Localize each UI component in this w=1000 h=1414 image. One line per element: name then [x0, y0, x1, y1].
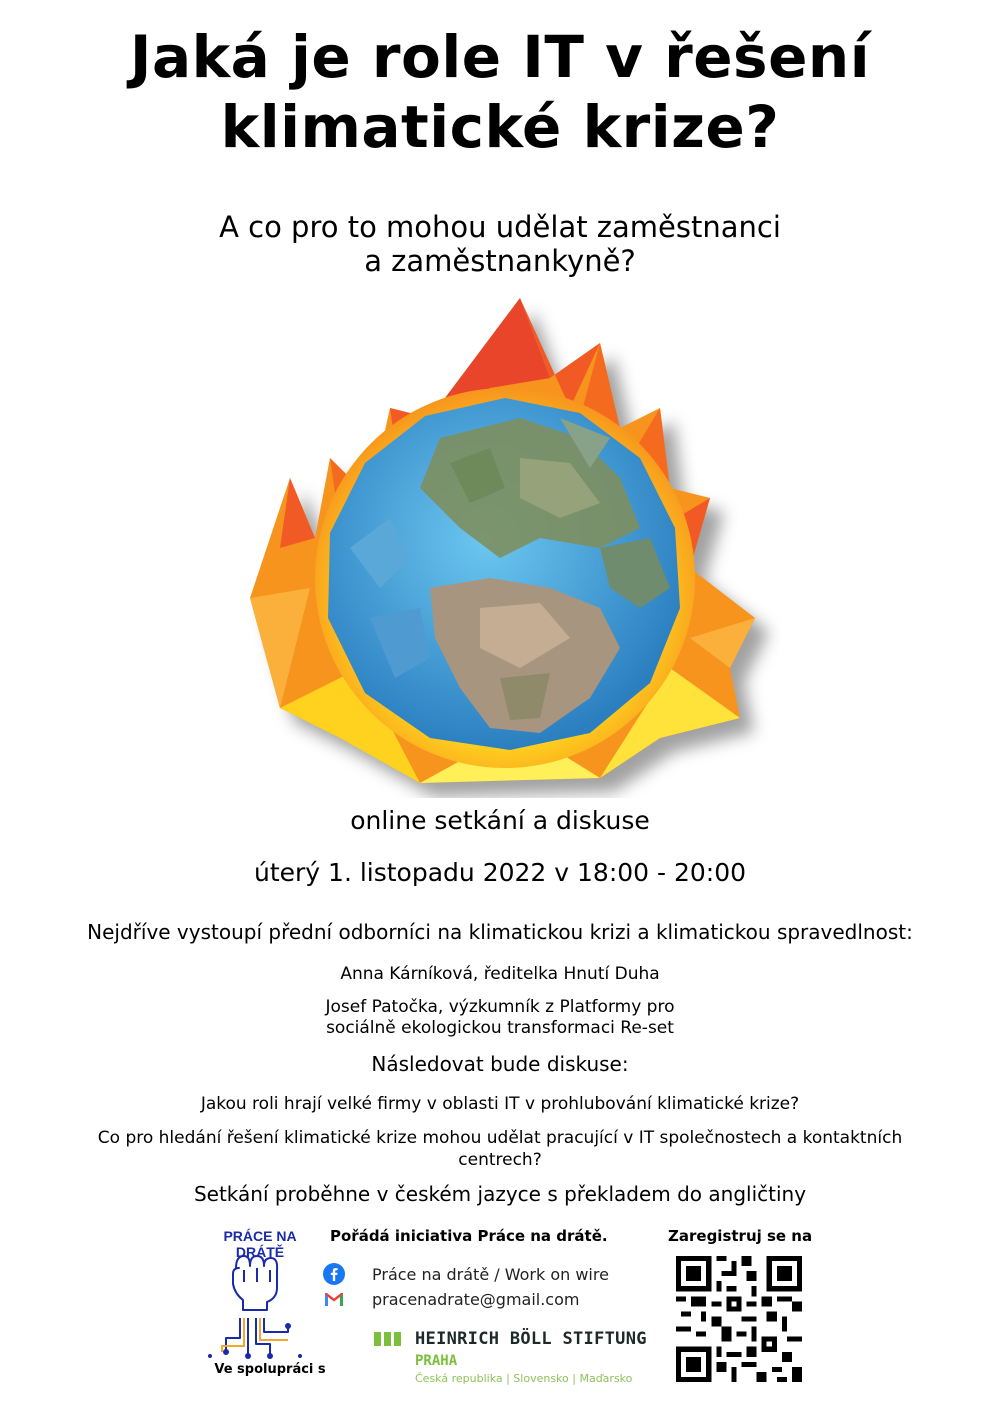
event-date: úterý 1. listopadu 2022 v 18:00 - 20:00: [253, 858, 747, 887]
speaker-2-line-2: sociálně ekologickou transformaci Re-set: [326, 1018, 674, 1038]
organizer-logo-title: PRÁCE NA DRÁTĚ: [223, 1228, 297, 1260]
speaker-1: Anna Kárníková, ředitelka Hnutí Duha: [340, 964, 660, 984]
cooperation-label: Ve spolupráci s: [214, 1362, 326, 1377]
partner-countries: Česká republika | Slovensko | Maďarsko: [415, 1372, 633, 1385]
email-contact[interactable]: [322, 1287, 579, 1311]
page-subtitle: [0, 210, 1000, 278]
organizer-text: Pořádá iniciativa Práce na drátě.: [330, 1227, 608, 1245]
partner-name: HEINRICH BÖLL STIFTUNG: [415, 1329, 647, 1349]
register-label: Zaregistruj se na: [668, 1227, 813, 1245]
facebook-icon: [322, 1262, 346, 1286]
burning-earth-illustration: [220, 288, 780, 798]
facebook-text: Práce na drátě / Work on wire: [372, 1264, 609, 1284]
title-line-1: Jaká je role IT v řešení: [129, 23, 871, 91]
question-2-line-2: centrech?: [458, 1150, 542, 1170]
title-line-2: klimatické krize?: [220, 93, 780, 161]
speaker-2-line-1: Josef Patočka, výzkumník z Platformy pro: [325, 997, 675, 1017]
email-text: pracenadrate@gmail.com: [372, 1289, 580, 1309]
event-type: online setkání a diskuse: [350, 806, 650, 835]
qr-code[interactable]: [676, 1256, 802, 1382]
language-note: Setkání proběhne v českém jazyce s překladem do angličtiny: [193, 1182, 807, 1206]
discussion-heading: Následovat bude diskuse:: [371, 1052, 629, 1076]
question-1: Jakou roli hrají velké firmy v oblasti IT v prohlubování klimatické krize?: [200, 1094, 800, 1114]
hbs-logo-bars: [374, 1332, 408, 1346]
question-2-line-1: Co pro hledání řešení klimatické krize mohou udělat pracující v IT společnostech a kontaktních: [97, 1128, 903, 1148]
facebook-contact[interactable]: [322, 1262, 609, 1286]
gmail-icon: [322, 1287, 346, 1311]
fist-wire-logo: [200, 1246, 310, 1364]
partner-city: PRAHA: [415, 1353, 458, 1369]
speakers-intro: Nejdříve vystoupí přední odborníci na klimatickou krizi a klimatickou spravedlnost:: [87, 920, 913, 944]
page-title: [0, 22, 1000, 162]
subtitle-line-1: A co pro to mohou udělat zaměstnanci: [219, 210, 781, 244]
subtitle-line-2: a zaměstnankyně?: [364, 244, 636, 278]
